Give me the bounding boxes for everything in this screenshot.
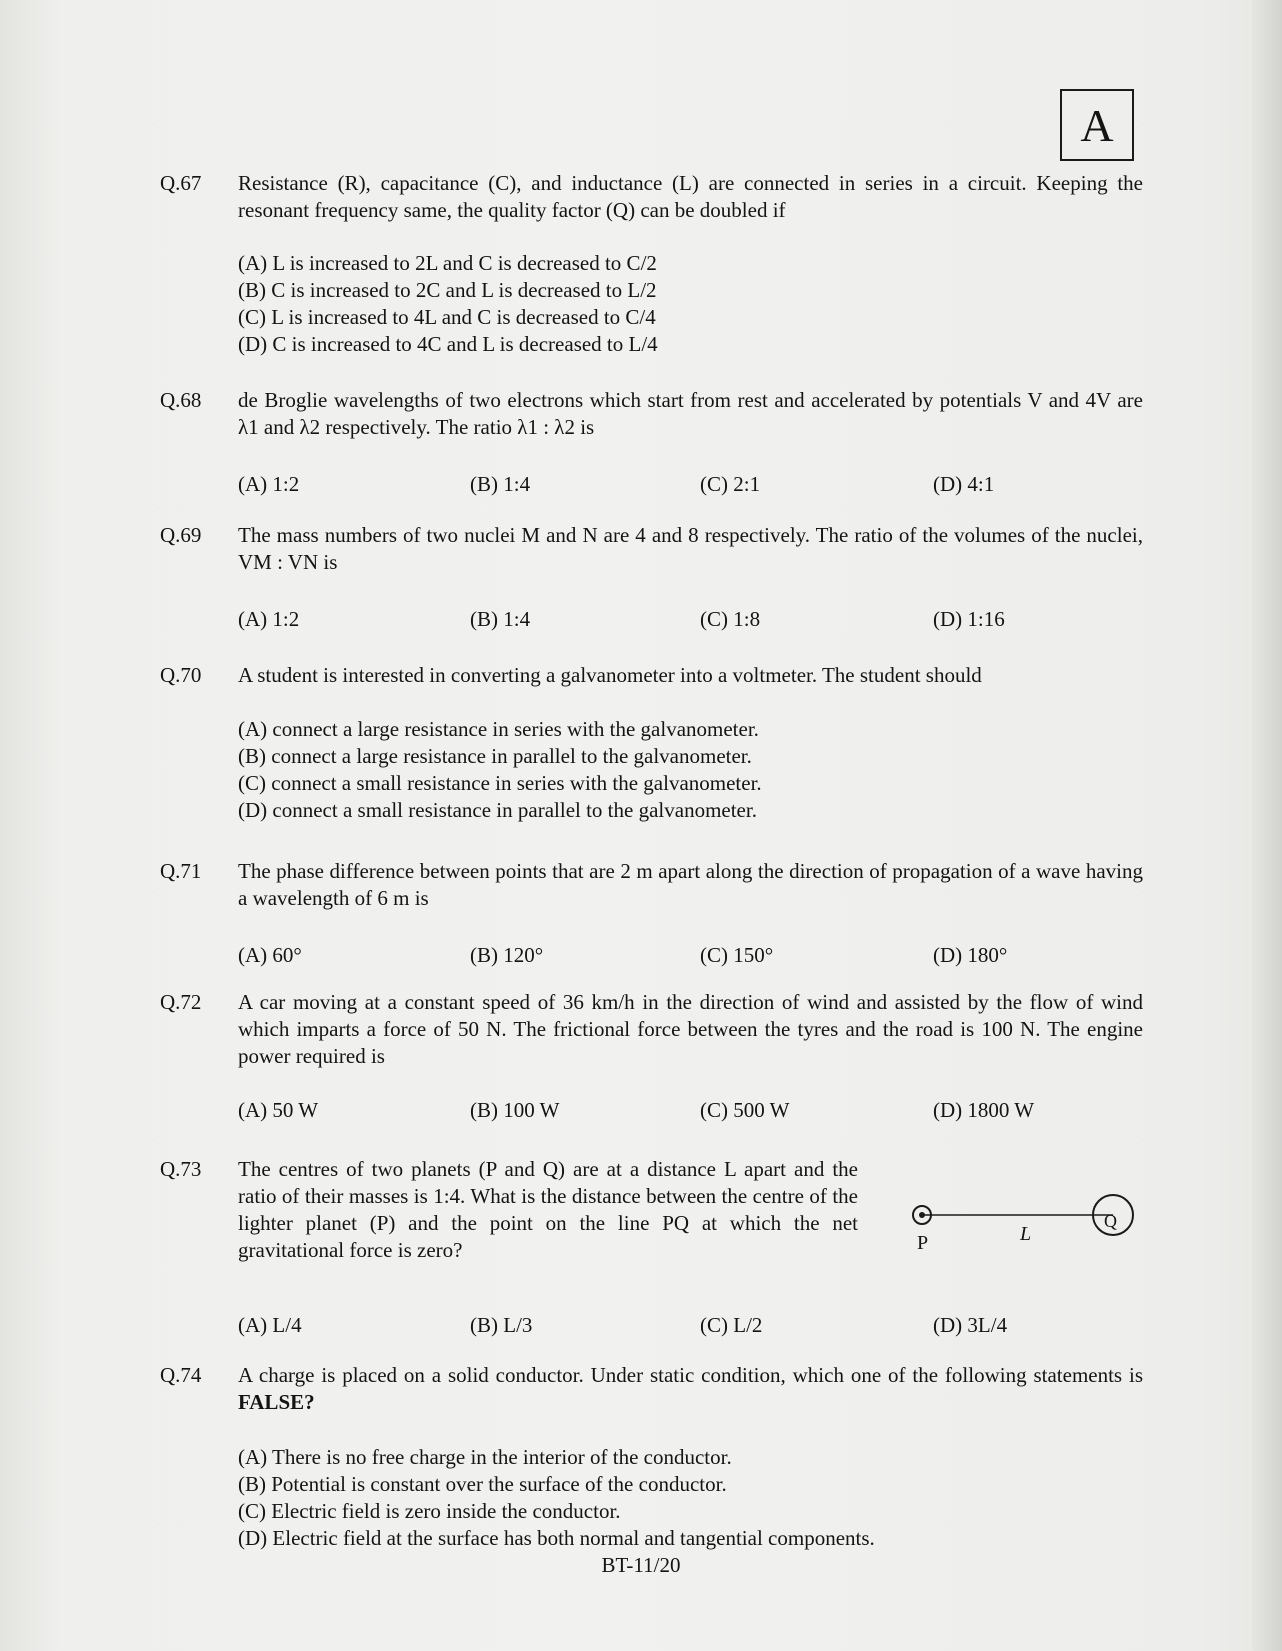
option-d[interactable]: (D) 4:1 xyxy=(933,472,995,496)
planets-diagram xyxy=(895,1185,1145,1255)
question-text xyxy=(238,1362,1143,1416)
option-d[interactable]: (D) connect a small resistance in parallel to the galvanometer. xyxy=(238,798,757,822)
scan-edge xyxy=(1252,0,1282,1651)
question-text: The centres of two planets (P and Q) are at a distance L apart and the ratio of their masses is 1:4. What is the distance between the centre of the lighter planet (P) and the point on the line PQ at which the net gravitational force is zero? xyxy=(238,1157,858,1262)
option-a[interactable]: (A) 50 W xyxy=(238,1098,319,1122)
option-c[interactable]: (C) 2:1 xyxy=(700,472,761,496)
question-70 xyxy=(160,662,1145,832)
options-list xyxy=(238,716,1143,824)
page-footer: BT-11/20 xyxy=(601,1553,681,1577)
question-text-main: A charge is placed on a solid conductor. Under static condition, which one of the following statements is xyxy=(238,1363,1143,1387)
option-c[interactable]: (C) 150° xyxy=(700,943,774,967)
option-d[interactable]: (D) Electric field at the surface has both normal and tangential components. xyxy=(238,1526,875,1550)
option-c[interactable]: (C) Electric field is zero inside the conductor. xyxy=(238,1499,621,1523)
question-text: A car moving at a constant speed of 36 km/h in the direction of wind and assisted by the flow of wind which imparts a force of 50 N. The frictional force between the tyres and the road is 100 N. The engine power required is xyxy=(238,990,1143,1068)
options-row xyxy=(238,1312,1143,1339)
option-b[interactable]: (B) connect a large resistance in parallel to the galvanometer. xyxy=(238,744,752,768)
option-b[interactable]: (B) 1:4 xyxy=(470,607,531,631)
set-label-box xyxy=(1060,89,1134,161)
question-74 xyxy=(160,1362,1145,1552)
question-text: The phase difference between points that are 2 m apart along the direction of propagation of a wave having a wavelength of 6 m is xyxy=(238,859,1143,910)
label-q: Q xyxy=(1104,1211,1117,1231)
option-d[interactable]: (D) 1:16 xyxy=(933,607,1005,631)
option-c[interactable]: (C) 1:8 xyxy=(700,607,761,631)
options-row xyxy=(238,942,1143,969)
question-number: Q.70 xyxy=(160,663,202,687)
question-number: Q.73 xyxy=(160,1157,202,1181)
question-number: Q.74 xyxy=(160,1363,202,1387)
option-a[interactable]: (A) There is no free charge in the interior of the conductor. xyxy=(238,1445,732,1469)
option-a[interactable]: (A) L is increased to 2L and C is decreased to C/2 xyxy=(238,251,657,275)
option-b[interactable]: (B) 100 W xyxy=(470,1098,560,1122)
question-68 xyxy=(160,387,1145,497)
question-69 xyxy=(160,522,1145,632)
option-d[interactable]: (D) 180° xyxy=(933,943,1008,967)
option-b[interactable]: (B) 1:4 xyxy=(470,472,531,496)
option-b[interactable]: (B) Potential is constant over the surface of the conductor. xyxy=(238,1472,727,1496)
option-d[interactable]: (D) 3L/4 xyxy=(933,1313,1008,1337)
option-c[interactable]: (C) L is increased to 4L and C is decreased to C/4 xyxy=(238,305,656,329)
options-list xyxy=(238,1444,1143,1552)
question-number: Q.72 xyxy=(160,990,202,1014)
options-row xyxy=(238,606,1143,633)
options-row xyxy=(238,1097,1143,1124)
option-c[interactable]: (C) connect a small resistance in series with the galvanometer. xyxy=(238,771,762,795)
question-number: Q.67 xyxy=(160,171,202,195)
option-a[interactable]: (A) L/4 xyxy=(238,1313,302,1337)
option-b[interactable]: (B) 120° xyxy=(470,943,544,967)
question-text-emphasis: FALSE? xyxy=(238,1390,315,1414)
label-p: P xyxy=(917,1232,929,1254)
options-list xyxy=(238,250,1143,358)
question-number: Q.69 xyxy=(160,523,202,547)
option-a[interactable]: (A) 60° xyxy=(238,943,302,967)
option-d[interactable]: (D) C is increased to 4C and L is decreased to L/4 xyxy=(238,332,658,356)
question-text: de Broglie wavelengths of two electrons which start from rest and accelerated by potentials V and 4V are λ1 and λ2 respectively. The ratio λ1 : λ2 is xyxy=(238,388,1143,439)
set-label: A xyxy=(1080,99,1114,151)
question-number: Q.71 xyxy=(160,859,202,883)
option-a[interactable]: (A) 1:2 xyxy=(238,607,300,631)
question-71 xyxy=(160,858,1145,968)
options-row xyxy=(238,471,1143,498)
question-67 xyxy=(160,170,1145,360)
question-text: Resistance (R), capacitance (C), and inductance (L) are connected in series in a circuit. Keeping the resonant frequency same, the quality factor (Q) can be doubled if xyxy=(238,171,1143,222)
question-text: The mass numbers of two nuclei M and N are 4 and 8 respectively. The ratio of the volumes of the nuclei, VM : VN is xyxy=(238,523,1143,574)
option-a[interactable]: (A) 1:2 xyxy=(238,472,300,496)
option-b[interactable]: (B) C is increased to 2C and L is decreased to L/2 xyxy=(238,278,657,302)
question-number: Q.68 xyxy=(160,388,202,412)
option-c[interactable]: (C) 500 W xyxy=(700,1098,790,1122)
question-text: A student is interested in converting a galvanometer into a voltmeter. The student should xyxy=(238,663,982,687)
option-a[interactable]: (A) connect a large resistance in series with the galvanometer. xyxy=(238,717,759,741)
option-c[interactable]: (C) L/2 xyxy=(700,1313,763,1337)
question-72 xyxy=(160,989,1145,1129)
label-l: L xyxy=(1020,1223,1032,1245)
option-b[interactable]: (B) L/3 xyxy=(470,1313,533,1337)
option-d[interactable]: (D) 1800 W xyxy=(933,1098,1035,1122)
